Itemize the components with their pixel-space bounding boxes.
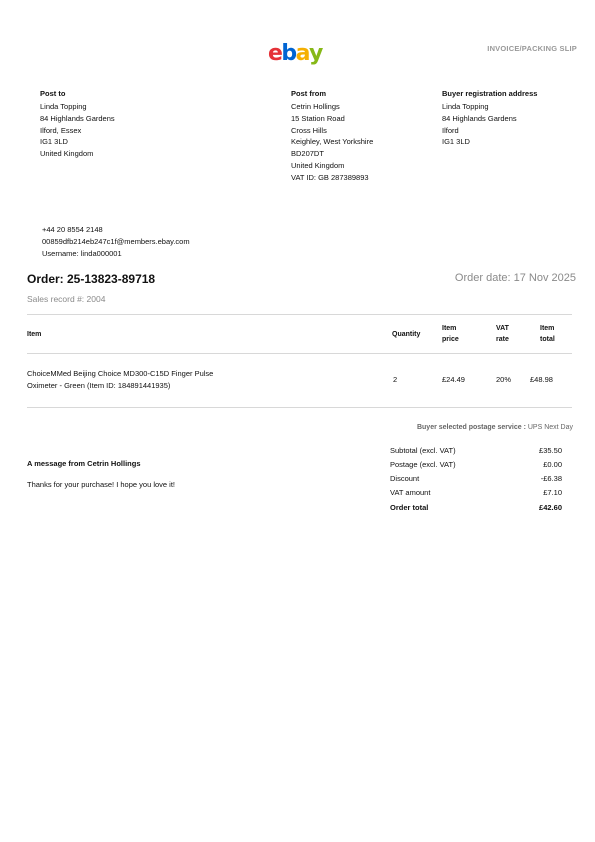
order-number: Order: 25-13823-89718 — [27, 272, 156, 286]
address-line: BD207DT — [291, 149, 324, 159]
sales-record: Sales record #: 2004 — [27, 294, 106, 304]
address-line: 15 Station Road — [291, 113, 345, 123]
total-value: £42.60 — [539, 503, 562, 512]
header-line: rate — [496, 336, 509, 343]
post-from-block — [291, 89, 373, 184]
column-header-item: Item — [27, 331, 42, 338]
address-line: 84 Highlands Gardens — [442, 113, 517, 123]
column-header-item-total — [540, 323, 555, 345]
postage-service-label: Buyer selected postage service : — [416, 424, 526, 431]
post-to-block — [40, 89, 115, 160]
item-title-line: ChoiceMMed Beijing Choice MD300-C15D Finger Pulse — [27, 369, 214, 378]
address-line: IG1 3LD — [442, 137, 470, 147]
total-label: VAT amount — [390, 488, 431, 497]
address-line: Ilford, Essex — [40, 125, 82, 135]
header-line: Item — [442, 325, 457, 332]
vat-amount-row — [390, 488, 562, 502]
address-line: Ilford — [442, 125, 459, 135]
logo-letter: b — [281, 41, 296, 66]
total-label: Discount — [390, 474, 420, 483]
address-line: IG1 3LD — [40, 137, 68, 147]
address-line: Cetrin Hollings — [291, 102, 340, 111]
divider — [27, 353, 572, 354]
address-line: United Kingdom — [40, 149, 94, 159]
postage-service-value: UPS Next Day — [527, 424, 573, 431]
username: Username: linda000001 — [42, 249, 122, 258]
phone-number: +44 20 8554 2148 — [42, 225, 103, 234]
header-line: price — [442, 336, 459, 343]
column-header-item-price — [442, 323, 459, 345]
table-row-vat: 20% — [496, 375, 512, 384]
post-to-title: Post to — [40, 89, 66, 98]
address-line: 84 Highlands Gardens — [40, 113, 115, 123]
address-line: Linda Topping — [442, 102, 489, 111]
buyer-registration-title: Buyer registration address — [442, 89, 538, 98]
address-line: Linda Topping — [40, 102, 87, 111]
table-row-item — [27, 368, 327, 392]
subtotal-row — [390, 446, 562, 460]
total-value: -£6.38 — [540, 474, 562, 483]
column-header-vat-rate — [496, 323, 509, 345]
total-label: Postage (excl. VAT) — [390, 460, 456, 469]
vat-id: VAT ID: GB 287389893 — [291, 172, 369, 182]
logo-letter: e — [268, 41, 282, 66]
postage-service — [417, 424, 573, 431]
table-row-total: £48.98 — [530, 375, 553, 384]
message-title: A message from Cetrin Hollings — [27, 459, 141, 468]
total-value: £7.10 — [543, 488, 562, 497]
contact-block — [42, 224, 190, 260]
email-address[interactable]: 00859dfb214eb247c1f@members.ebay.com — [42, 237, 190, 246]
item-title-line: Oximeter - Green (Item ID: 184891441935) — [27, 381, 171, 390]
table-row-quantity: 2 — [393, 375, 398, 384]
total-value: £35.50 — [539, 446, 562, 455]
discount-row — [390, 474, 562, 488]
message-body: Thanks for your purchase! I hope you love it! — [27, 480, 175, 489]
post-from-title: Post from — [291, 89, 327, 98]
address-line: Cross Hills — [291, 125, 327, 135]
order-date: Order date: 17 Nov 2025 — [454, 272, 576, 284]
buyer-registration-block — [442, 89, 537, 148]
order-total-row — [390, 503, 562, 517]
header-line: Item — [540, 325, 555, 332]
divider — [27, 407, 572, 408]
total-label: Order total — [390, 503, 429, 512]
document-type: INVOICE/PACKING SLIP — [487, 44, 577, 53]
header-line: total — [540, 336, 555, 343]
postage-row — [390, 460, 562, 474]
divider — [27, 314, 572, 315]
logo-letter: a — [295, 41, 310, 66]
ebay-logo — [268, 42, 322, 66]
logo-letter: y — [309, 41, 322, 66]
total-value: £0.00 — [543, 460, 562, 469]
header-line: VAT — [496, 325, 509, 332]
address-line: United Kingdom — [291, 160, 345, 170]
table-row-price: £24.49 — [442, 375, 465, 384]
total-label: Subtotal (excl. VAT) — [390, 446, 456, 455]
column-header-quantity: Quantity — [392, 331, 421, 338]
address-line: Keighley, West Yorkshire — [291, 137, 374, 147]
